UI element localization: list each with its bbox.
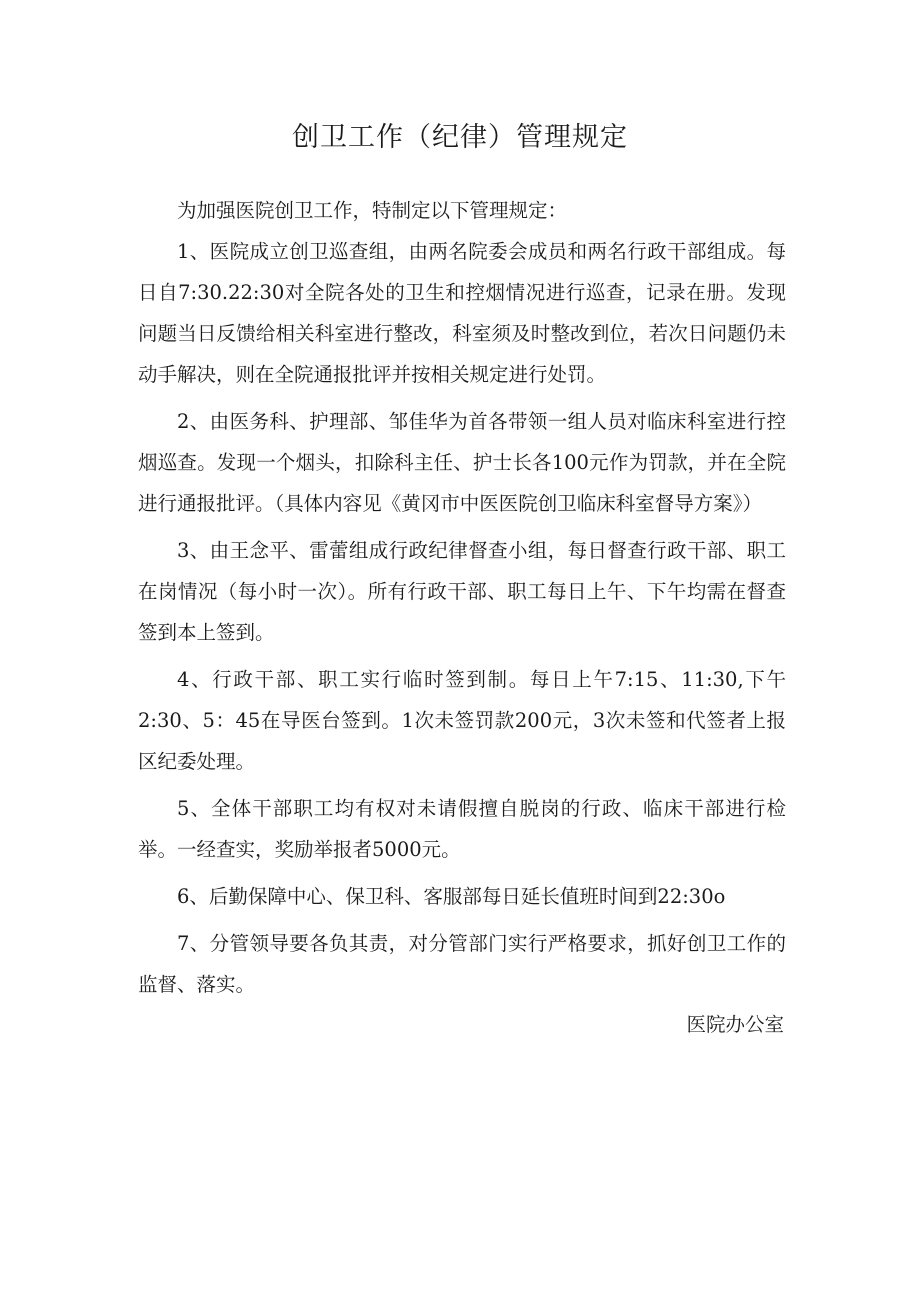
document-body bbox=[138, 190, 786, 1011]
rule-item-4: 4、行政干部、职工实行临时签到制。每日上午7:15、11:30,下午2:30、5：45在导医台签到。1次未签罚款200元，3次未签和代签者上报区纪委处理。 bbox=[138, 668, 786, 773]
signature: 医院办公室 bbox=[686, 1013, 784, 1036]
intro-paragraph: 为加强医院创卫工作，特制定以下管理规定： bbox=[177, 199, 568, 222]
rule-item-1: 1、医院成立创卫巡查组，由两名院委会成员和两名行政干部组成。每日自7:30.22:30对全院各处的卫生和控烟情况进行巡查，记录在册。发现问题当日反馈给相关科室进行整改，科室须及时整改到位，若次日问题仍未动手解决，则在全院通报批评并按相关规定进行处罚。 bbox=[138, 240, 786, 386]
rule-item-3: 3、由王念平、雷蕾组成行政纪律督查小组，每日督查行政干部、职工在岗情况（每小时一次）。所有行政干部、职工每日上午、下午均需在督查签到本上签到。 bbox=[138, 539, 786, 644]
rule-item-7: 7、分管领导要各负其责，对分管部门实行严格要求，抓好创卫工作的监督、落实。 bbox=[138, 932, 786, 996]
rule-item-6: 6、后勤保障中心、保卫科、客服部每日延长值班时间到22:30o bbox=[177, 885, 726, 908]
rule-item-2: 2、由医务科、护理部、邹佳华为首各带领一组人员对临床科室进行控烟巡查。发现一个烟头，扣除科主任、护士长各100元作为罚款，并在全院进行通报批评。（具体内容见《黄冈市中医医院创卫临床科室督导方案》） bbox=[138, 410, 786, 515]
document-title: 创卫工作（纪律）管理规定 bbox=[292, 122, 628, 153]
rule-item-5: 5、全体干部职工均有权对未请假擅自脱岗的行政、临床干部进行检举。一经查实，奖励举报者5000元。 bbox=[138, 797, 786, 861]
